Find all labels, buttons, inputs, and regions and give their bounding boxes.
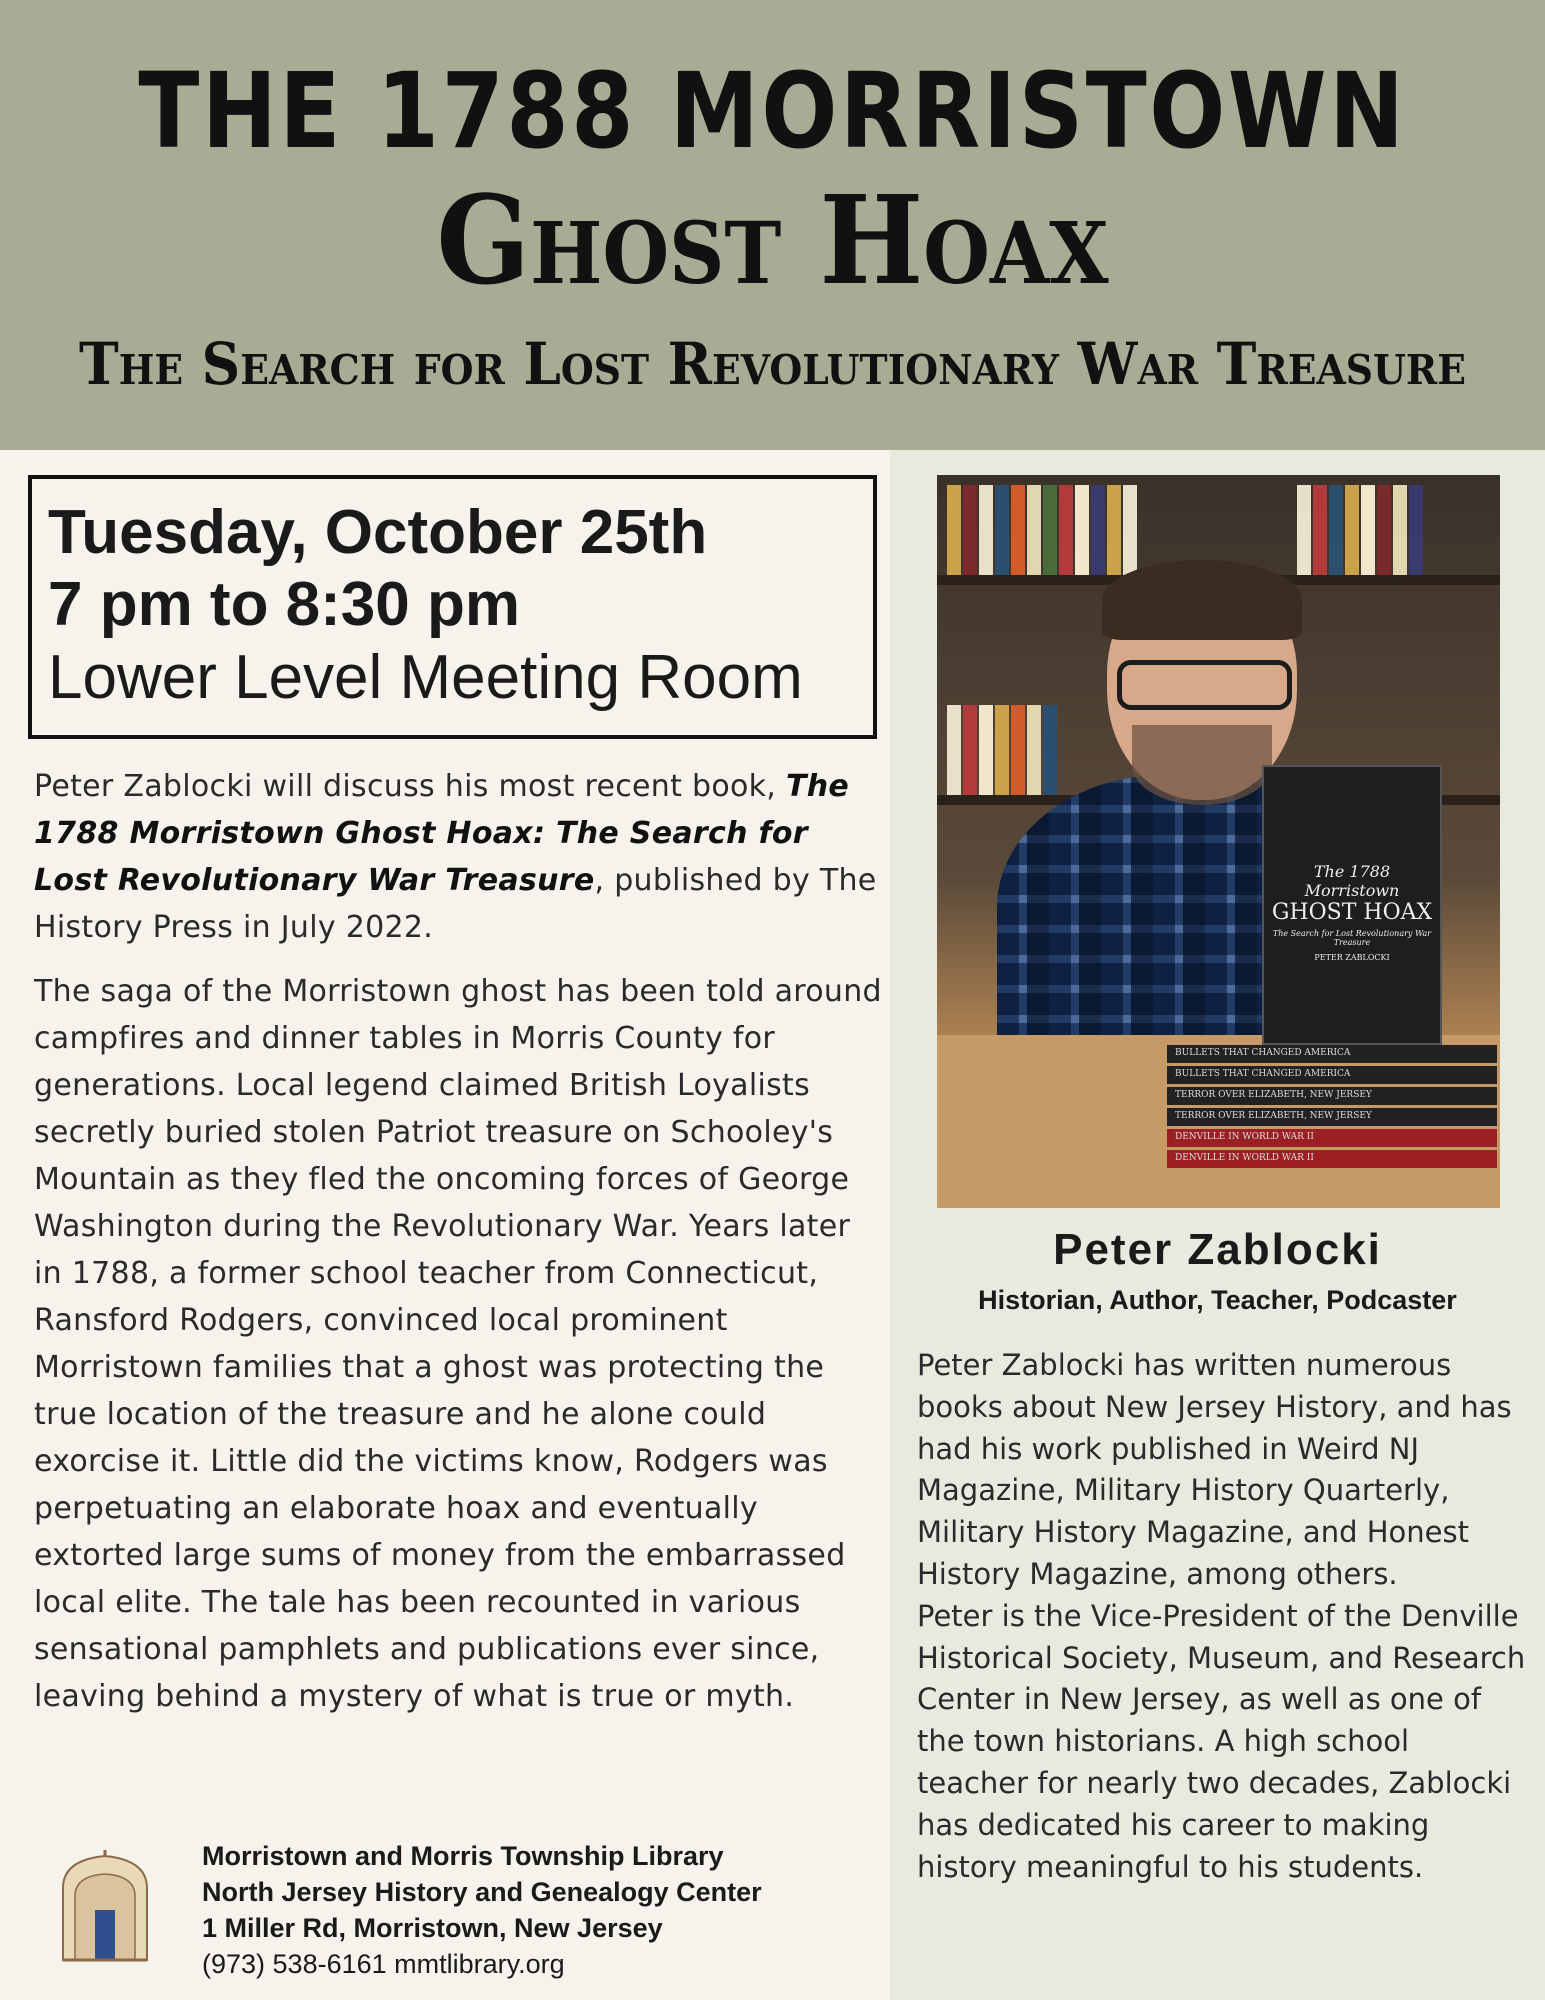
footer-center-name: North Jersey History and Genealogy Center [202, 1877, 762, 1907]
header-banner [0, 0, 1545, 450]
author-name: Peter Zablocki [1053, 1225, 1382, 1274]
footer-library-info [202, 1838, 882, 1982]
book-title: The 1788 Morristown Ghost Hoax: The Search for Lost Revolutionary War Treasure [34, 769, 850, 898]
author-bio [917, 1345, 1527, 1888]
footer-contact: (973) 538-6161 mmtlibrary.org [202, 1949, 565, 1979]
person-beard [1132, 725, 1272, 805]
book-cover-line-2: GHOST HOAX [1271, 900, 1433, 925]
author-roles: Historian, Author, Teacher, Podcaster [978, 1285, 1457, 1315]
subtitle: The Search for Lost Revolutionary War Treasure [79, 330, 1466, 398]
stack-book: DENVILLE IN WORLD WAR II [1167, 1150, 1497, 1168]
person-glasses [1117, 660, 1292, 710]
stack-book: TERROR OVER ELIZABETH, NEW JERSEY [1167, 1087, 1497, 1105]
book-cover-author: PETER ZABLOCKI [1314, 953, 1390, 962]
event-time: 7 pm to 8:30 pm [48, 570, 520, 639]
title-line-1: THE 1788 MORRISTOWN [138, 50, 1407, 172]
library-logo-icon [55, 1848, 155, 1963]
bookshelf-books-right [1297, 485, 1425, 575]
author-bio-paragraph-2: Peter is the Vice-President of the Denville Historical Society, Museum, and Research Center in New Jersey, as well as one of the town historians. A high school teacher for nearly two decades, Zablocki has dedicated his career to making history meaningful to his students. [917, 1598, 1526, 1884]
book-cover-line-3: The Search for Lost Revolutionary War Treasure [1272, 929, 1432, 947]
author-photo [937, 475, 1500, 1208]
bookshelf-books [947, 485, 1139, 575]
author-bio-paragraph-1: Peter Zablocki has written numerous books about New Jersey History, and has had his work published in Weird NJ Magazine, Military History Quarterly, Military History Magazine, and Honest History Magazine, among others. [917, 1348, 1512, 1591]
book-cover-line-1: The 1788 Morristown [1304, 862, 1400, 900]
intro-text-before: Peter Zablocki will discuss his most recent book, [34, 769, 786, 804]
stack-book: DENVILLE IN WORLD WAR II [1167, 1129, 1497, 1147]
event-details-box [28, 475, 877, 739]
event-location: Lower Level Meeting Room [48, 643, 803, 712]
intro-paragraph [34, 763, 884, 951]
stack-book: BULLETS THAT CHANGED AMERICA [1167, 1066, 1497, 1084]
book-cover [1262, 765, 1442, 1045]
intro-text-after: , published by The History Press in July 2022. [34, 863, 877, 945]
footer-library-name: Morristown and Morris Township Library [202, 1841, 724, 1871]
title-line-2: Ghost Hoax [436, 168, 1109, 312]
stack-book: TERROR OVER ELIZABETH, NEW JERSEY [1167, 1108, 1497, 1126]
saga-paragraph: The saga of the Morristown ghost has been told around campfires and dinner tables in Morris County for generations. Local legend claimed British Loyalists secretly buried stolen Patriot treasure on Schooley's Mountain as they fled the oncoming forces of George Washington during the Revolutionary War. Years later in 1788, a former school teacher from Connecticut, Ransford Rodgers, convinced local prominent Morristown families that a ghost was protecting the true location of the treasure and he alone could exorcise it. Little did the victims know, Rodgers was perpetuating an elaborate hoax and eventually extorted large sums of money from the embarrassed local elite. The tale has been recounted in various sensational pamphlets and publications ever since, leaving behind a mystery of what is true or myth. [34, 974, 882, 1714]
stack-book: BULLETS THAT CHANGED AMERICA [1167, 1045, 1497, 1063]
footer-address: 1 Miller Rd, Morristown, New Jersey [202, 1913, 663, 1943]
event-date: Tuesday, October 25th [48, 498, 708, 567]
bookshelf-books-lower [947, 705, 1059, 795]
book-stack [1167, 1045, 1497, 1195]
person-hair [1102, 560, 1302, 640]
